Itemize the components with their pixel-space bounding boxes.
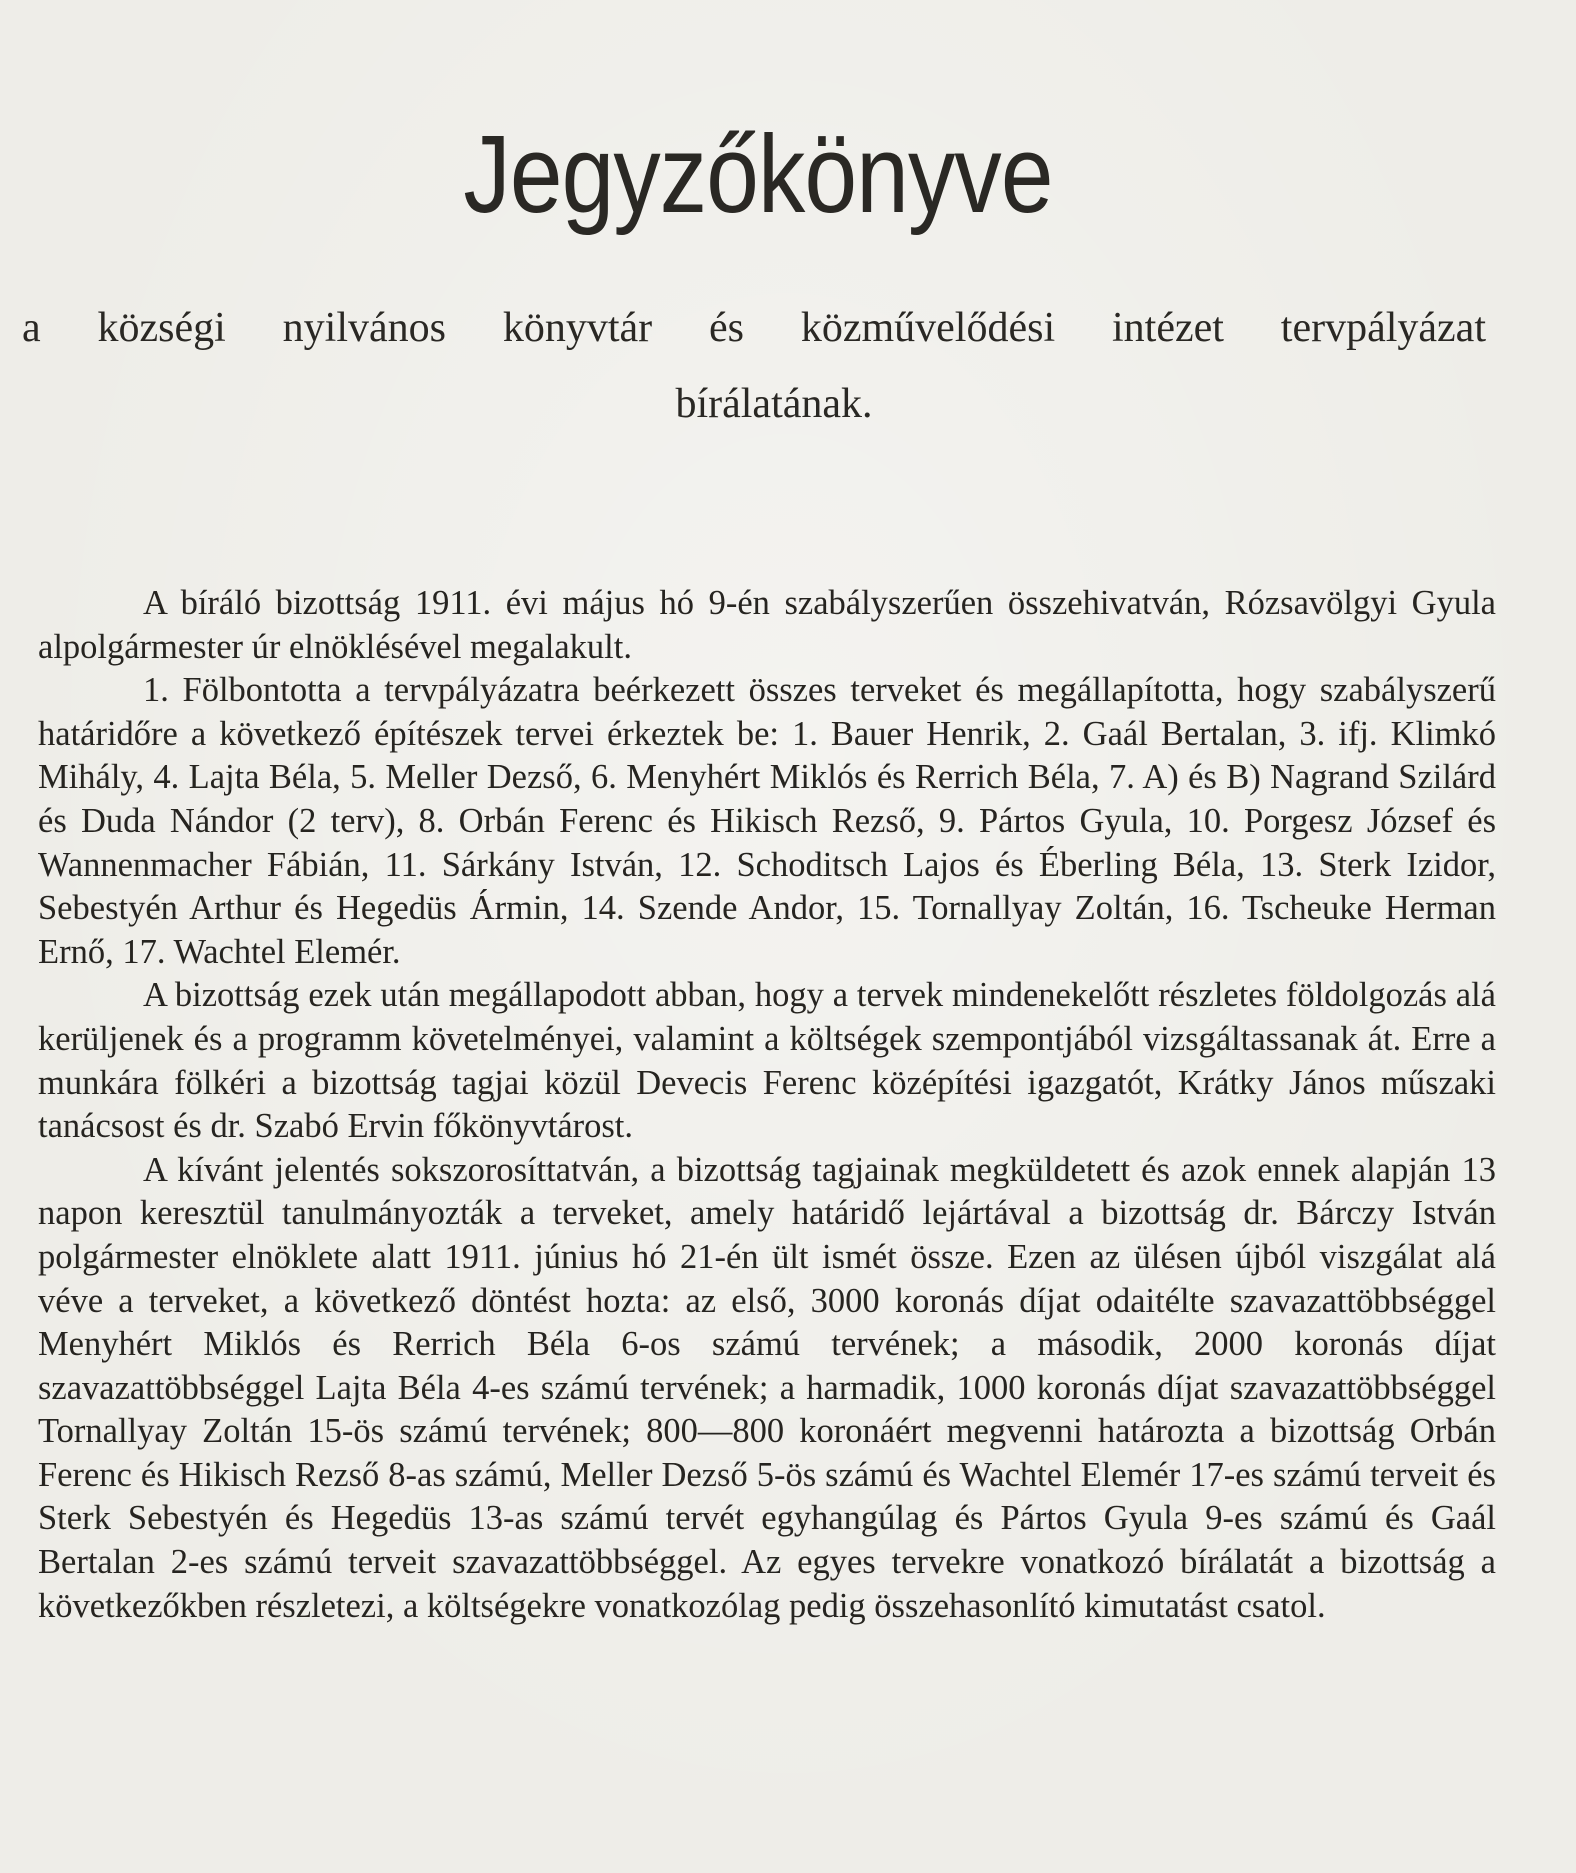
document-subtitle [22, 290, 1496, 442]
subtitle-line-1: a községi nyilvános könyvtár és közművelődési intézet tervpályázat [22, 305, 1486, 351]
document-title: Jegyzőkönyve [463, 113, 1053, 236]
paragraph-decision: A kívánt jelentés sokszorosíttatván, a bizottság tagjainak megküldetett és azok ennek alapján 13 napon keresztül tanulmányozták a terveket, amely határidő lejártával a bizottság dr. Bárczy István polgármester elnöklete alatt 1911. június hó 21-én ült ismét össze. Ezen az ülésen újból viszgálat alá véve a terveket, a következő döntést hozta: az első, 3000 koronás díjat odaitélte szavazattöbbséggel Menyhért Miklós és Rerrich Béla 6-os számú tervének; a második, 2000 koronás díjat szavazattöbbséggel Lajta Béla 4-es számú tervének; a harmadik, 1000 koronás díjat szavazattöbbséggel Tornallyay Zoltán 15-ös számú tervének; 800—800 koronáért megvenni határozta a bizottság Orbán Ferenc és Hikisch Rezső 8-as számú, Meller Dezső 5-ös számú és Wachtel Elemér 17-es számú terveit és Sterk Sebestyén és Hegedüs 13-as számú tervét egyhangúlag és Pártos Gyula 9-es számú és Gaál Bertalan 2-es számú terveit szavazattöbbséggel. Az egyes tervekre vonatkozó bírálatát a bizottság a következőkben részletezi, a költségekre vonatkozólag pedig összehasonlító kimutatást csatol. [38, 1150, 1496, 1625]
document-body [38, 582, 1496, 1628]
paragraph-opening: A bíráló bizottság 1911. évi május hó 9-én szabályszerűen összehivatván, Rózsavölgyi Gyula alpolgármester úr elnöklésével megalakult. [38, 584, 1496, 666]
paragraph-review-process: A bizottság ezek után megállapodott abban, hogy a tervek mindenekelőtt részletes földolgozás alá kerüljenek és a programm követelményei, valamint a költségek szempontjából vizsgáltassanak át. Erre a munkára fölkéri a bizottság tagjai közül Devecis Ferenc középítési igazgatót, Krátky János műszaki tanácsost és dr. Szabó Ervin főkönyvtárost. [38, 976, 1496, 1146]
subtitle-line-2: bírálatának. [675, 381, 873, 427]
paragraph-entries: 1. Fölbontotta a tervpályázatra beérkezett összes terveket és megállapította, hogy szabályszerű határidőre a következő építészek tervei érkeztek be: 1. Bauer Henrik, 2. Gaál Bertalan, 3. ifj. Klimkó Mihály, 4. Lajta Béla, 5. Meller Dezső, 6. Menyhért Miklós és Rerrich Béla, 7. A) és B) Nagrand Szilárd és Duda Nándor (2 terv), 8. Orbán Ferenc és Hikisch Rezső, 9. Pártos Gyula, 10. Porgesz József és Wannenmacher Fábián, 11. Sárkány István, 12. Schoditsch Lajos és Éberling Béla, 13. Sterk Izidor, Sebestyén Arthur és Hegedüs Ármin, 14. Szende Andor, 15. Tornallyay Zoltán, 16. Tscheuke Herman Ernő, 17. Wachtel Elemér. [38, 671, 1496, 971]
